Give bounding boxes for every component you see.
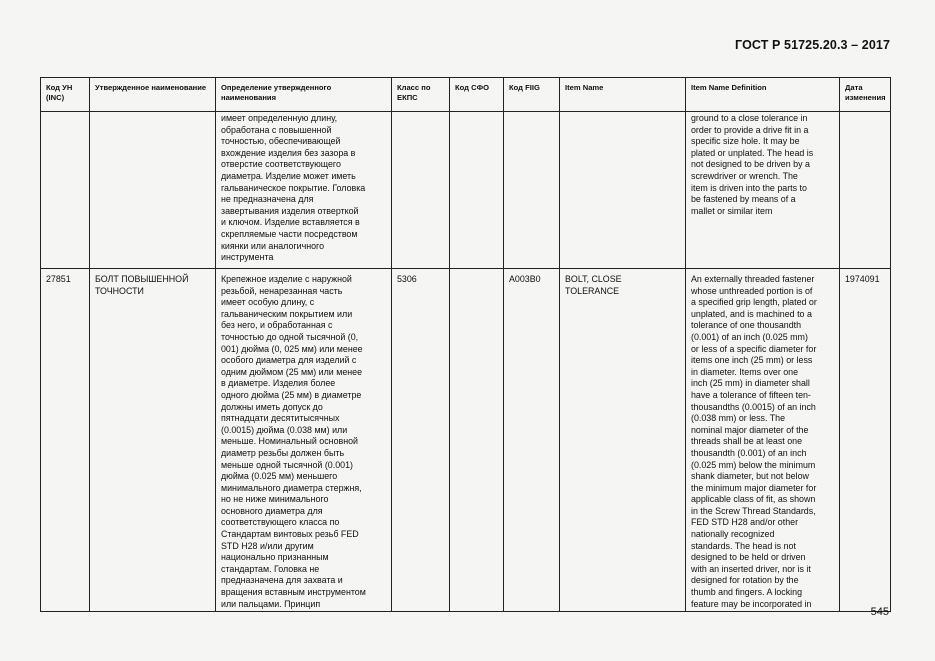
cell-code: 27851 <box>41 269 90 612</box>
header-name-ru: Утвержденное наименование <box>90 78 216 112</box>
cell-item-def: An externally threaded fastener whose unthreaded portion is of a specified grip length, plated or unplated, and is machined to a tolerance of one thousandth (0.001) of an inch (0.025 mm) or less of a specific diameter for items one inch (25 mm) or less in diameter. Items over one inch (25 mm) in diameter shall have a tolerance of fifteen ten- thousandths (0.0015) of an inch (0.038 mm) or less. The nominal major diameter of the threads shall be at least one thousandth (0.001) of an inch (0.025 mm) below the minimum shank diameter, but not below the minimum major diameter for applicable class of fit, as shown in the Screw Thread Standards, FED STD H28 and/or other nationally recognized standards. The head is not designed to be held or driven with an inserted driver, nor is it designed for rotation by the thumb and fingers. A locking feature may be incorporated in <box>686 269 840 612</box>
header-code: Код УН (INC) <box>41 78 90 112</box>
cell-item-name: BOLT, CLOSE TOLERANCE <box>560 269 686 612</box>
cell-date <box>840 112 891 269</box>
specification-table <box>40 77 891 612</box>
cell-sfo <box>450 269 504 612</box>
cell-ekps: 5306 <box>392 269 450 612</box>
cell-def-ru: Крепежное изделие с наружной резьбой, ненарезанная часть имеет особую длину, с гальваническим покрытием или без него, и обработанная с точностью до одной тысячной (0, 001) дюйма (0, 025 мм) или менее особого диаметра для изделий с одним дюймом (25 мм) или менее в диаметре. Изделия более одного дюйма (25 мм) в диаметре должны иметь допуск до пятнадцати десятитысячных (0.0015) дюйма (0.038 мм) или меньше. Номинальный основной диаметр резьбы должен быть меньше одной тысячной (0.001) дюйма (0.025 мм) меньшего минимального диаметра стержня, но не ниже минимального основного диаметра для соответствующего класса по Стандартам винтовых резьб FED STD H28 и/или другим национально признанным стандартам. Головка не предназначена для захвата и вращения вставным инструментом или пальцами. Принцип <box>216 269 392 612</box>
table-header-row <box>41 78 891 112</box>
page-number: 545 <box>870 606 889 618</box>
cell-item-def: ground to a close tolerance in order to provide a drive fit in a specific size hole. It may be plated or unplated. The head is not designed to be driven by a screwdriver or wrench. The item is driven into the parts to be fastened by means of a mallet or similar item <box>686 112 840 269</box>
header-item-def: Item Name Definition <box>686 78 840 112</box>
header-date: Дата изменения <box>840 78 891 112</box>
cell-item-name <box>560 112 686 269</box>
cell-sfo <box>450 112 504 269</box>
cell-fiig: A003B0 <box>504 269 560 612</box>
table-row <box>41 112 891 269</box>
header-item-name: Item Name <box>560 78 686 112</box>
header-def-ru: Определение утвержденного наименования <box>216 78 392 112</box>
table-row <box>41 269 891 612</box>
cell-ekps <box>392 112 450 269</box>
cell-name-ru <box>90 112 216 269</box>
document-header: ГОСТ Р 51725.20.3 – 2017 <box>735 38 890 52</box>
header-sfo: Код СФО <box>450 78 504 112</box>
header-fiig: Код FIIG <box>504 78 560 112</box>
header-ekps: Класс по ЕКПС <box>392 78 450 112</box>
cell-fiig <box>504 112 560 269</box>
cell-name-ru: БОЛТ ПОВЫШЕННОЙ ТОЧНОСТИ <box>90 269 216 612</box>
cell-date: 1974091 <box>840 269 891 612</box>
cell-def-ru: имеет определенную длину, обработана с повышенной точностью, обеспечивающей вхождение изделия без зазора в отверстие соответствующего диаметра. Изделие может иметь гальваническое покрытие. Головка не предназначена для завертывания изделия отверткой и ключом. Изделие вставляется в скрепляемые части посредством киянки или аналогичного инструмента <box>216 112 392 269</box>
cell-code <box>41 112 90 269</box>
